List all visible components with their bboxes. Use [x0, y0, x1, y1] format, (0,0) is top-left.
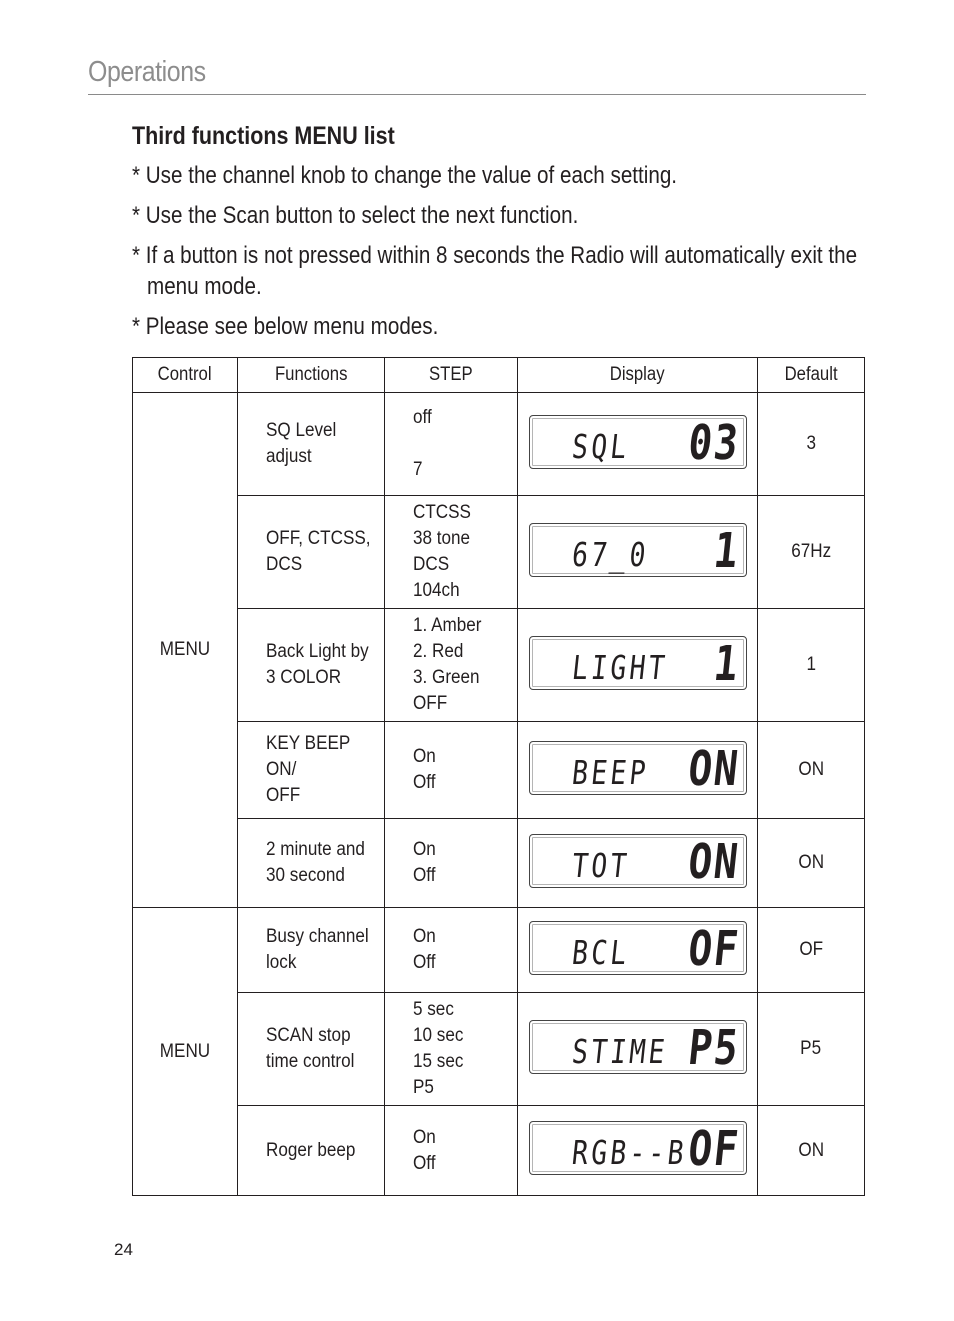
table-row — [133, 908, 865, 993]
bullet-scan-button: * Use the Scan button to select the next function. — [132, 202, 579, 229]
default-cell: 67Hz — [758, 496, 865, 609]
header-control: Control — [133, 358, 238, 393]
display-cell — [518, 993, 758, 1106]
function-cell: 2 minute and 30 second — [238, 819, 385, 908]
display-cell — [518, 496, 758, 609]
default-cell: 1 — [758, 609, 865, 722]
table-row — [133, 609, 865, 722]
header-default: Default — [758, 358, 865, 393]
default-cell: ON — [758, 722, 865, 819]
bullet-timeout: * If a button is not pressed within 8 seconds the Radio will automatically exit the — [132, 242, 858, 269]
table-row — [133, 722, 865, 819]
step-cell: On Off — [385, 722, 518, 819]
function-cell: KEY BEEP ON/ OFF — [238, 722, 385, 819]
display-cell — [518, 393, 758, 496]
function-cell: Roger beep — [238, 1106, 385, 1196]
table-row — [133, 496, 865, 609]
lcd-display: BEEP ON — [529, 741, 747, 795]
step-cell: On Off — [385, 908, 518, 993]
lcd-display: TOT ON — [529, 834, 747, 888]
control-cell: MENU — [133, 393, 238, 908]
step-cell: 5 sec 10 sec 15 sec P5 — [385, 993, 518, 1106]
step-cell: On Off — [385, 819, 518, 908]
step-cell: On Off — [385, 1106, 518, 1196]
default-cell: OF — [758, 908, 865, 993]
display-cell — [518, 908, 758, 993]
lcd-display: RGB--B OF — [529, 1121, 747, 1175]
header-step: STEP — [385, 358, 518, 393]
header-display: Display — [518, 358, 758, 393]
default-cell: ON — [758, 819, 865, 908]
table-row — [133, 1106, 865, 1196]
control-cell: MENU — [133, 908, 238, 1196]
function-cell: SCAN stop time control — [238, 993, 385, 1106]
bullet-see-below: * Please see below menu modes. — [132, 313, 439, 340]
display-cell — [518, 609, 758, 722]
step-cell: CTCSS 38 tone DCS 104ch — [385, 496, 518, 609]
section-title: Third functions MENU list — [132, 122, 395, 150]
table-header-row — [133, 358, 865, 393]
page-header — [88, 54, 866, 95]
function-cell: Back Light by 3 COLOR — [238, 609, 385, 722]
display-cell — [518, 1106, 758, 1196]
step-cell: 1. Amber 2. Red 3. Green OFF — [385, 609, 518, 722]
bullet-timeout-continued: menu mode. — [147, 273, 262, 300]
table-row — [133, 819, 865, 908]
default-cell: P5 — [758, 993, 865, 1106]
page-number: 24 — [114, 1240, 133, 1259]
default-cell: ON — [758, 1106, 865, 1196]
header-title: Operations — [88, 56, 206, 88]
lcd-display: LIGHT 1 — [529, 636, 747, 690]
lcd-display: BCL OF — [529, 921, 747, 975]
table-row — [133, 393, 865, 496]
display-cell — [518, 819, 758, 908]
function-cell: OFF, CTCSS, DCS — [238, 496, 385, 609]
lcd-display: STIME P5 — [529, 1020, 747, 1074]
menu-table — [132, 357, 865, 1196]
default-cell: 3 — [758, 393, 865, 496]
function-cell: SQ Level adjust — [238, 393, 385, 496]
lcd-display: 67_0 1 — [529, 523, 747, 577]
display-cell — [518, 722, 758, 819]
header-functions: Functions — [238, 358, 385, 393]
table-row — [133, 993, 865, 1106]
lcd-display: SQL 03 — [529, 415, 747, 469]
function-cell: Busy channel lock — [238, 908, 385, 993]
bullet-channel-knob: * Use the channel knob to change the value of each setting. — [132, 162, 678, 189]
step-cell: off 7 — [385, 393, 518, 496]
